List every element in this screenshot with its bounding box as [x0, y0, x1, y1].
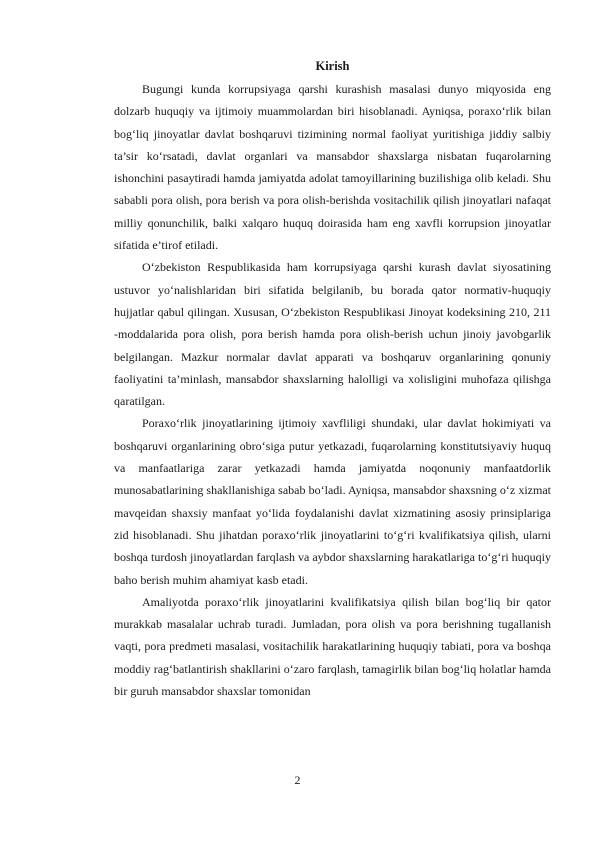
paragraph-2: [114, 256, 551, 412]
paragraph-1-text: Bugungi kunda korrupsiyaga qarshi kurashish masalasi dunyo miqyosida eng dolzarb huquqiy va ijtimoiy muammolardan biri hisoblanadi. Ayniqsa, poraxo‘rlik bilan bog‘liq jinoyatlar davlat boshqaruvi tizimining normal faoliyat yuritishiga jiddiy salbiy ta’sir ko‘rsatadi, davlat organlari va mansabdor shaxslarga nisbatan fuqarolarning ishonchini pasaytiradi hamda jamiyatda adolat tamoyillarining buzilishiga olib keladi. Shu sababli pora olish, pora berish va pora olish-berishda vositachilik qilish jinoyatlari nafaqat milliy qonunchilik, balki xalqaro huquq doirasida ham eng xavfli korrupsion jinoyatlar sifatida e’tirof etiladi.: [114, 82, 551, 253]
paragraph-4: [114, 591, 551, 702]
paragraph-3: [114, 412, 551, 590]
document-page: [114, 54, 551, 702]
paragraph-3-text: Poraxo‘rlik jinoyatlarining ijtimoiy xavfliligi shundaki, ular davlat hokimiyati va boshqaruvi organlarining obro‘siga putur yetkazadi, fuqarolarning konstitutsiyaviy huquq va manfaatlariga zarar yetkazadi hamda jamiyatda noqonuniy manfaatdorlik munosabatlarining shakllanishiga sabab bo‘ladi. Ayniqsa, mansabdor shaxsning o‘z xizmat mavqeidan shaxsiy manfaat yo‘lida foydalanishi davlat xizmatining asosiy prinsiplariga zid hisoblanadi. Shu jihatdan poraxo‘rlik jinoyatlarini to‘g‘ri kvalifikatsiya qilish, ularni boshqa turdosh jinoyatlardan farqlash va aybdor shaxslarning harakatlariga to‘g‘ri huquqiy baho berish muhim ahamiyat kasb etadi.: [114, 416, 551, 587]
section-title: Kirish: [315, 59, 350, 73]
page-number: 2: [294, 773, 301, 787]
paragraph-4-text: Amaliyotda poraxo‘rlik jinoyatlarini kvalifikatsiya qilish bilan bog‘liq bir qator murakkab masalalar uchrab turadi. Jumladan, pora olish va pora berishning tugallanish vaqti, pora predmeti masalasi, vositachilik harakatlarining huquqiy tabiati, pora va boshqa moddiy rag‘batlantirish shakllarini o‘zaro farqlash, tamagirlik bilan bog‘liq holatlar hamda bir guruh mansabdor shaxslar tomonidan: [114, 594, 551, 699]
paragraph-1: [114, 78, 551, 256]
paragraph-2-text: O‘zbekiston Respublikasida ham korrupsiyaga qarshi kurash davlat siyosatining ustuvor yo‘nalishlaridan biri sifatida belgilanib, bu borada qator normativ-huquqiy hujjatlar qabul qilingan. Xususan, O‘zbekiston Respublikasi Jinoyat kodeksining 210, 211 -moddalarida pora olish, pora berish hamda pora olish-berish uchun jinoiy javobgarlik belgilangan. Mazkur normalar davlat apparati va boshqaruv organlarining qonuniy faoliyatini ta’minlash, mansabdor shaxslarning halolligi va xolisligini muhofaza qilishga qaratilgan.: [114, 260, 551, 409]
